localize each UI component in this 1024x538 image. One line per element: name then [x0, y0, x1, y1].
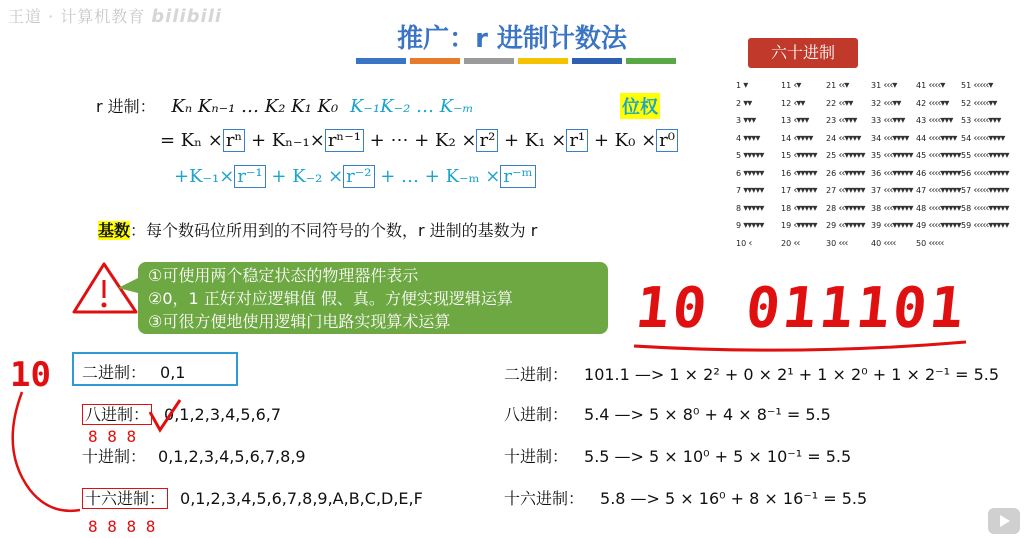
- cuneiform-glyph: ‹‹‹‹▾: [926, 80, 945, 91]
- sexagesimal-cell: 18 ‹▾▾▾▾▾: [781, 202, 817, 214]
- cuneiform-glyph: ‹‹▾▾▾▾▾: [836, 167, 865, 179]
- cuneiform-glyph: ‹‹‹‹‹▾▾▾: [971, 115, 1001, 126]
- watermark: 王道 · 计算机教育 bilibili: [8, 6, 223, 27]
- sexagesimal-cell: 15 ‹▾▾▾▾▾: [781, 150, 817, 161]
- cuneiform-glyph: ‹‹▾▾▾▾▾: [836, 150, 865, 161]
- sexagesimal-cell: 35 ‹‹‹▾▾▾▾▾: [871, 150, 913, 161]
- cuneiform-glyph: ‹‹▾▾▾▾▾: [836, 202, 865, 214]
- sexagesimal-cell: 32 ‹‹‹▾▾: [871, 97, 901, 109]
- sexagesimal-cell: 51 ‹‹‹‹‹▾: [961, 80, 993, 91]
- advantage-3: ③可很方便地使用逻辑门电路实现算术运算: [148, 312, 451, 331]
- system-octal: 八进制： 0,1,2,3,4,5,6,7: [82, 402, 281, 425]
- svg-text:8 8 8 8: 8 8 8 8: [88, 517, 156, 536]
- base-term: 基数: [98, 221, 131, 240]
- sexagesimal-cell: 26 ‹‹▾▾▾▾▾: [826, 167, 865, 179]
- sexagesimal-cell: 9 ▾▾▾▾▾: [736, 220, 764, 231]
- advantage-2: ②0，1 正好对应逻辑值 假、真。方便实现逻辑运算: [148, 289, 513, 308]
- cuneiform-glyph: ‹‹‹‹‹▾▾▾▾▾: [971, 185, 1009, 196]
- example-binary: 二进制： 101.1 —> 1 × 2² + 0 × 2¹ + 1 × 2⁰ + 1 × 2⁻¹ = 5.5: [504, 365, 1000, 384]
- binary-advantages-callout: [138, 262, 608, 334]
- cuneiform-glyph: ‹▾▾▾▾▾: [791, 220, 817, 231]
- sexagesimal-table: [736, 80, 1009, 255]
- cuneiform-glyph: ‹‹‹‹‹▾▾▾▾▾: [971, 150, 1009, 161]
- handwritten-binary: 10 011101: [632, 276, 970, 341]
- sexagesimal-cell: 47 ‹‹‹‹▾▾▾▾▾: [916, 185, 961, 196]
- sexagesimal-cell: 52 ‹‹‹‹‹▾▾: [961, 97, 997, 109]
- bar-1: [356, 58, 406, 64]
- cuneiform-glyph: ▾▾▾▾▾: [741, 220, 764, 231]
- sexagesimal-cell: 45 ‹‹‹‹▾▾▾▾▾: [916, 150, 961, 161]
- sexagesimal-cell: 6 ▾▾▾▾▾: [736, 167, 764, 179]
- cuneiform-glyph: ▾▾▾▾: [741, 132, 760, 144]
- sexagesimal-cell: 43 ‹‹‹‹▾▾▾: [916, 115, 953, 126]
- sexagesimal-cell: 29 ‹‹▾▾▾▾▾: [826, 220, 865, 231]
- cuneiform-glyph: ▾▾▾: [741, 115, 756, 126]
- sexagesimal-cell: 17 ‹▾▾▾▾▾: [781, 185, 817, 196]
- r-formula-line2: = Kₙ × rⁿ + Kₙ₋₁× rⁿ⁻¹ + ⋯ + K₂ × r² + K₁ × r¹ + K₀ × r⁰: [160, 130, 678, 151]
- handwritten-underline: [630, 326, 970, 356]
- cuneiform-glyph: ‹‹‹‹▾▾▾▾▾: [926, 202, 961, 214]
- sexagesimal-cell: 37 ‹‹‹▾▾▾▾▾: [871, 185, 913, 196]
- base-definition: 基数：每个数码位所用到的不同符号的个数，r 进制的基数为 r: [98, 221, 538, 240]
- sexagesimal-cell: 5 ▾▾▾▾▾: [736, 150, 764, 161]
- cuneiform-glyph: ‹‹‹‹‹▾▾▾▾: [971, 132, 1005, 144]
- sexagesimal-cell: 20 ‹‹: [781, 237, 800, 249]
- cuneiform-glyph: ‹‹‹‹▾▾▾: [926, 115, 953, 126]
- cuneiform-glyph: ‹‹‹‹‹▾▾: [971, 97, 997, 109]
- sexagesimal-cell: 1 ▾: [736, 80, 748, 91]
- sexagesimal-cell: 30 ‹‹‹: [826, 237, 848, 249]
- sexagesimal-cell: 3 ▾▾▾: [736, 115, 756, 126]
- sexagesimal-cell: 49 ‹‹‹‹▾▾▾▾▾: [916, 220, 961, 231]
- cuneiform-glyph: ‹‹▾▾▾: [836, 115, 857, 126]
- cuneiform-glyph: ‹‹‹‹‹▾▾▾▾▾: [971, 220, 1009, 231]
- cuneiform-glyph: ‹‹▾▾: [836, 97, 853, 109]
- system-binary: 二进制： 0,1: [82, 363, 186, 382]
- sexagesimal-cell: 12 ‹▾▾: [781, 97, 805, 109]
- system-hex: 十六进制： 0,1,2,3,4,5,6,7,8,9,A,B,C,D,E,F: [82, 486, 423, 509]
- cuneiform-glyph: ▾▾▾▾▾: [741, 167, 764, 179]
- cuneiform-glyph: ‹‹‹▾▾▾▾▾: [881, 202, 913, 214]
- system-decimal: 十进制： 0,1,2,3,4,5,6,7,8,9: [82, 447, 306, 466]
- sexagesimal-cell: 23 ‹‹▾▾▾: [826, 115, 857, 126]
- cuneiform-glyph: ‹‹‹▾▾▾▾▾: [881, 185, 913, 196]
- sexagesimal-cell: 40 ‹‹‹‹: [871, 237, 896, 249]
- sexagesimal-cell: 41 ‹‹‹‹▾: [916, 80, 945, 91]
- cuneiform-glyph: ‹‹‹▾▾▾▾▾: [881, 150, 913, 161]
- r-formula-line1: r 进制： Kₙ Kₙ₋₁ … K₂ K₁ K₀ K₋₁K₋₂ … K₋ₘ: [96, 96, 474, 117]
- sexagesimal-cell: 19 ‹▾▾▾▾▾: [781, 220, 817, 231]
- sexagesimal-cell: 58 ‹‹‹‹‹▾▾▾▾▾: [961, 202, 1009, 214]
- bilibili-logo: bilibili: [151, 6, 223, 27]
- sexagesimal-cell: 24 ‹‹▾▾▾▾: [826, 132, 861, 144]
- cuneiform-glyph: ‹‹‹‹‹▾▾▾▾▾: [971, 167, 1009, 179]
- sexagesimal-cell: 22 ‹‹▾▾: [826, 97, 853, 109]
- sexagesimal-cell: 27 ‹‹▾▾▾▾▾: [826, 185, 865, 196]
- svg-text:10: 10: [10, 355, 51, 395]
- cuneiform-glyph: ‹‹‹‹‹: [926, 237, 944, 249]
- cuneiform-glyph: ▾▾▾▾▾: [741, 185, 764, 196]
- sexagesimal-cell: 7 ▾▾▾▾▾: [736, 185, 764, 196]
- sexagesimal-cell: 4 ▾▾▾▾: [736, 132, 760, 144]
- bar-4: [518, 58, 568, 64]
- title-color-bars: [356, 58, 676, 64]
- advantage-1: ①可使用两个稳定状态的物理器件表示: [148, 266, 419, 285]
- cuneiform-glyph: ‹‹‹▾▾▾▾▾: [881, 167, 913, 179]
- cuneiform-glyph: ‹‹▾▾▾▾: [836, 132, 861, 144]
- sexagesimal-cell: 21 ‹‹▾: [826, 80, 849, 91]
- cuneiform-glyph: ‹▾▾▾▾▾: [791, 185, 817, 196]
- bar-6: [626, 58, 676, 64]
- bar-2: [410, 58, 460, 64]
- sexagesimal-cell: 10 ‹: [736, 237, 752, 249]
- bar-3: [464, 58, 514, 64]
- sexagesimal-cell: 8 ▾▾▾▾▾: [736, 202, 764, 214]
- cuneiform-glyph: ‹▾: [791, 80, 801, 91]
- cuneiform-glyph: ‹‹‹‹▾▾▾▾▾: [926, 220, 961, 231]
- sexagesimal-cell: 55 ‹‹‹‹‹▾▾▾▾▾: [961, 150, 1009, 161]
- sexagesimal-cell: 48 ‹‹‹‹▾▾▾▾▾: [916, 202, 961, 214]
- cuneiform-glyph: ‹‹‹‹‹▾▾▾▾▾: [971, 202, 1009, 214]
- sexagesimal-cell: 53 ‹‹‹‹‹▾▾▾: [961, 115, 1001, 126]
- cuneiform-glyph: ‹▾▾: [791, 97, 805, 109]
- cuneiform-glyph: ‹‹‹‹▾▾▾▾▾: [926, 150, 961, 161]
- cuneiform-glyph: ▾▾▾▾▾: [741, 150, 764, 161]
- cuneiform-glyph: ‹‹‹▾▾▾▾▾: [881, 220, 913, 231]
- sexagesimal-cell: 14 ‹▾▾▾▾: [781, 132, 813, 144]
- cuneiform-glyph: ‹‹▾▾▾▾▾: [836, 220, 865, 231]
- cuneiform-glyph: ‹‹‹‹▾▾▾▾▾: [926, 185, 961, 196]
- cuneiform-glyph: ‹‹‹▾▾▾▾: [881, 132, 909, 144]
- sexagesimal-cell: 28 ‹‹▾▾▾▾▾: [826, 202, 865, 214]
- cuneiform-glyph: ▾▾: [741, 97, 752, 109]
- sexagesimal-cell: 44 ‹‹‹‹▾▾▾▾: [916, 132, 957, 144]
- sexagesimal-cell: 34 ‹‹‹▾▾▾▾: [871, 132, 909, 144]
- example-hex: 十六进制： 5.8 —> 5 × 16⁰ + 8 × 16⁻¹ = 5.5: [504, 489, 868, 508]
- cuneiform-glyph: ‹: [746, 237, 752, 249]
- cuneiform-glyph: ‹▾▾▾▾▾: [791, 167, 817, 179]
- sexagesimal-cell: 57 ‹‹‹‹‹▾▾▾▾▾: [961, 185, 1009, 196]
- cuneiform-glyph: ‹▾▾▾: [791, 115, 809, 126]
- cuneiform-glyph: ▾: [741, 80, 748, 91]
- cuneiform-glyph: ‹‹‹‹‹▾: [971, 80, 993, 91]
- sexagesimal-cell: 36 ‹‹‹▾▾▾▾▾: [871, 167, 913, 179]
- play-icon: [988, 508, 1020, 534]
- sexagesimal-cell: 11 ‹▾: [781, 80, 801, 91]
- sexagesimal-cell: 13 ‹▾▾▾: [781, 115, 809, 126]
- sexagesimal-cell: 31 ‹‹‹▾: [871, 80, 897, 91]
- cuneiform-glyph: ‹‹▾: [836, 80, 849, 91]
- cuneiform-glyph: ‹‹‹▾▾: [881, 97, 901, 109]
- sexagesimal-cell: 25 ‹‹▾▾▾▾▾: [826, 150, 865, 161]
- bar-5: [572, 58, 622, 64]
- cuneiform-glyph: ‹‹‹: [836, 237, 848, 249]
- r-formula-line3: +K₋₁× r⁻¹ + K₋₂ × r⁻² + … + K₋ₘ × r⁻ᵐ: [174, 166, 536, 187]
- example-decimal: 十进制： 5.5 —> 5 × 10⁰ + 5 × 10⁻¹ = 5.5: [504, 447, 852, 466]
- cuneiform-glyph: ‹‹▾▾▾▾▾: [836, 185, 865, 196]
- cuneiform-glyph: ▾▾▾▾▾: [741, 202, 764, 214]
- sexagesimal-cell: 33 ‹‹‹▾▾▾: [871, 115, 905, 126]
- sexagesimal-cell: 42 ‹‹‹‹▾▾: [916, 97, 949, 109]
- sexagesimal-cell: 38 ‹‹‹▾▾▾▾▾: [871, 202, 913, 214]
- cuneiform-glyph: ‹‹‹▾: [881, 80, 897, 91]
- cuneiform-glyph: ‹‹‹‹▾▾▾▾: [926, 132, 957, 144]
- cuneiform-glyph: ‹‹: [791, 237, 800, 249]
- cuneiform-glyph: ‹‹‹‹: [881, 237, 896, 249]
- sexagesimal-cell: 56 ‹‹‹‹‹▾▾▾▾▾: [961, 167, 1009, 179]
- weight-tag: 位权: [620, 93, 660, 119]
- cuneiform-glyph: ‹‹‹‹▾▾▾▾▾: [926, 167, 961, 179]
- cuneiform-glyph: ‹‹‹▾▾▾: [881, 115, 905, 126]
- cuneiform-glyph: ‹▾▾▾▾▾: [791, 150, 817, 161]
- sexagesimal-cell: 16 ‹▾▾▾▾▾: [781, 167, 817, 179]
- cuneiform-glyph: ‹‹‹‹▾▾: [926, 97, 949, 109]
- sexagesimal-label: 六十进制: [748, 38, 858, 68]
- handwritten-annotations: [0, 340, 190, 536]
- slide-title: 推广：r 进制计数法: [397, 24, 627, 54]
- sexagesimal-cell: 59 ‹‹‹‹‹▾▾▾▾▾: [961, 220, 1009, 231]
- sexagesimal-cell: 39 ‹‹‹▾▾▾▾▾: [871, 220, 913, 231]
- example-octal: 八进制： 5.4 —> 5 × 8⁰ + 4 × 8⁻¹ = 5.5: [504, 405, 831, 424]
- sexagesimal-cell: 50 ‹‹‹‹‹: [916, 237, 944, 249]
- sexagesimal-cell: 46 ‹‹‹‹▾▾▾▾▾: [916, 167, 961, 179]
- play-button[interactable]: [988, 508, 1020, 534]
- sexagesimal-cell: 2 ▾▾: [736, 97, 752, 109]
- cuneiform-glyph: ‹▾▾▾▾▾: [791, 202, 817, 214]
- sexagesimal-cell: 54 ‹‹‹‹‹▾▾▾▾: [961, 132, 1005, 144]
- cuneiform-glyph: ‹▾▾▾▾: [791, 132, 813, 144]
- svg-text:8 8 8: 8 8 8: [88, 427, 137, 446]
